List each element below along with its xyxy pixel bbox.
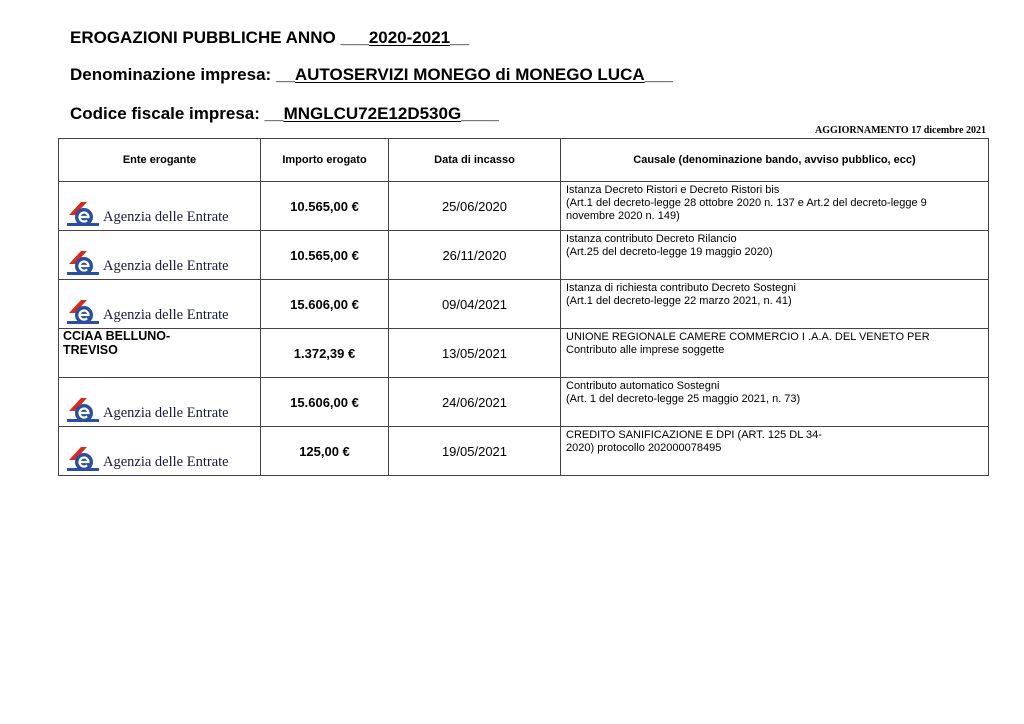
cell-data: 13/05/2021 — [389, 329, 561, 378]
agenzia-entrate-logo-icon — [67, 201, 99, 227]
header-tax-code: Codice fiscale impresa: __MNGLCU72E12D530G____ — [70, 104, 500, 123]
year-value: 2020-2021 — [368, 28, 451, 47]
cell-data: 19/05/2021 — [389, 427, 561, 476]
cell-causale — [561, 378, 989, 427]
cell-causale — [561, 280, 989, 329]
agenzia-entrate-logo — [59, 182, 260, 230]
table-row — [59, 182, 989, 231]
table-row — [59, 378, 989, 427]
table-row — [59, 280, 989, 329]
tax-code-value: MNGLCU72E12D530G — [283, 104, 462, 123]
cell-causale — [561, 182, 989, 231]
ente-line: CCIAA BELLUNO- — [63, 329, 171, 343]
ente-line: TREVISO — [63, 343, 118, 357]
cell-ente — [59, 182, 261, 231]
table-row — [59, 231, 989, 280]
causale-line: Istanza di richiesta contributo Decreto Sostegni — [566, 282, 796, 294]
logo-label: Agenzia delle Entrate — [103, 405, 229, 421]
cell-importo: 10.565,00 € — [261, 231, 389, 280]
cell-importo: 15.606,00 € — [261, 280, 389, 329]
causale-line: UNIONE REGIONALE CAMERE COMMERCIO I .A.A. DEL VENETO PER — [566, 331, 930, 343]
agenzia-entrate-logo — [59, 427, 260, 475]
company-value: AUTOSERVIZI MONEGO di MONEGO LUCA — [294, 65, 645, 84]
agenzia-entrate-logo — [59, 231, 260, 279]
causale-line: (Art.1 del decreto-legge 22 marzo 2021, n. 41) — [566, 295, 792, 307]
cell-ente — [59, 378, 261, 427]
causale-line: Contributo alle imprese soggette — [566, 344, 725, 356]
causale-line: Contributo automatico Sostegni — [566, 380, 720, 392]
causale-line: (Art.1 del decreto-legge 28 ottobre 2020 n. 137 e Art.2 del decreto-legge 9 — [566, 197, 927, 209]
header-importo: Importo erogato — [261, 139, 389, 182]
cell-causale — [561, 427, 989, 476]
cell-ente — [59, 280, 261, 329]
cell-importo: 125,00 € — [261, 427, 389, 476]
grants-table — [58, 138, 989, 476]
agenzia-entrate-logo-icon — [67, 397, 99, 423]
cell-importo: 10.565,00 € — [261, 182, 389, 231]
cell-causale — [561, 329, 989, 378]
cell-data: 26/11/2020 — [389, 231, 561, 280]
causale-line: 2020) protocollo 202000078495 — [566, 442, 722, 454]
header-company: Denominazione impresa: __AUTOSERVIZI MONEGO di MONEGO LUCA___ — [70, 65, 674, 84]
causale-line: Istanza contributo Decreto Rilancio — [566, 233, 737, 245]
update-note: AGGIORNAMENTO 17 dicembre 2021 — [814, 125, 986, 136]
causale-line: CREDITO SANIFICAZIONE E DPI (ART. 125 DL 34- — [566, 429, 822, 441]
agenzia-entrate-logo — [59, 378, 260, 426]
agenzia-entrate-logo-icon — [67, 299, 99, 325]
logo-label: Agenzia delle Entrate — [103, 307, 229, 323]
cell-importo: 1.372,39 € — [261, 329, 389, 378]
causale-line: Istanza Decreto Ristori e Decreto Ristori bis — [566, 184, 780, 196]
cell-ente — [59, 231, 261, 280]
cell-data: 25/06/2020 — [389, 182, 561, 231]
cell-causale — [561, 231, 989, 280]
cell-importo: 15.606,00 € — [261, 378, 389, 427]
table-row — [59, 329, 989, 378]
cell-data: 24/06/2021 — [389, 378, 561, 427]
logo-label: Agenzia delle Entrate — [103, 258, 229, 274]
table-header-row — [59, 139, 989, 182]
cell-ente — [59, 427, 261, 476]
cell-ente — [59, 329, 261, 378]
agenzia-entrate-logo — [59, 280, 260, 328]
causale-line: (Art. 1 del decreto-legge 25 maggio 2021, n. 73) — [566, 393, 801, 405]
causale-line: (Art.25 del decreto-legge 19 maggio 2020) — [566, 246, 773, 258]
agenzia-entrate-logo-icon — [67, 250, 99, 276]
header-ente: Ente erogante — [59, 139, 261, 182]
table-row — [59, 427, 989, 476]
header-year: EROGAZIONI PUBBLICHE ANNO ___2020-2021__ — [70, 28, 470, 47]
header-data: Data di incasso — [389, 139, 561, 182]
header-causale: Causale (denominazione bando, avviso pubblico, ecc) — [561, 139, 989, 182]
logo-label: Agenzia delle Entrate — [103, 209, 229, 225]
cell-data: 09/04/2021 — [389, 280, 561, 329]
logo-label: Agenzia delle Entrate — [103, 454, 229, 470]
agenzia-entrate-logo-icon — [67, 446, 99, 472]
causale-line: novembre 2020 n. 149) — [566, 210, 680, 222]
